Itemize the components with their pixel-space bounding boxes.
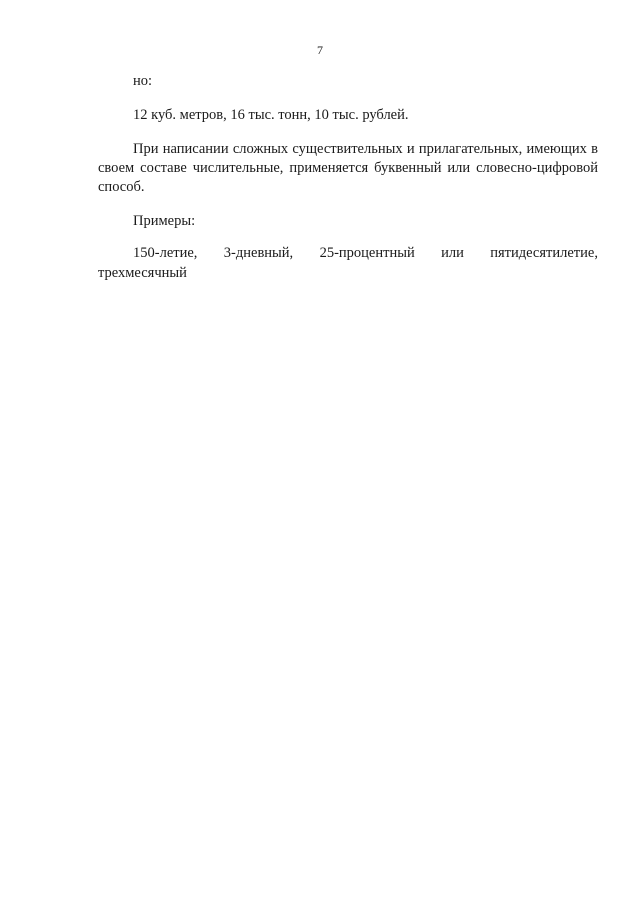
example-word: пятидесятилетие,: [490, 245, 598, 261]
example-word: 3-дневный,: [223, 245, 294, 261]
rule-compound-words: При написании сложных существительных и прилагательных, имеющих в своем составе числительные, применяется буквенный или словесно-цифровой способ.: [98, 141, 598, 195]
page-number: 7: [317, 43, 323, 57]
example-word: или: [441, 245, 464, 261]
examples-compound-continued: трехмесячный: [98, 265, 187, 281]
example-word: 150-летие,: [133, 245, 198, 261]
text-but-1: но:: [133, 73, 153, 89]
example-word: 25-процентный: [319, 245, 415, 261]
examples-compound-row: [133, 245, 598, 262]
example-units-1: 12 куб. метров, 16 тыс. тонн, 10 тыс. рублей.: [133, 107, 409, 123]
examples-label-1: Примеры:: [133, 213, 196, 229]
